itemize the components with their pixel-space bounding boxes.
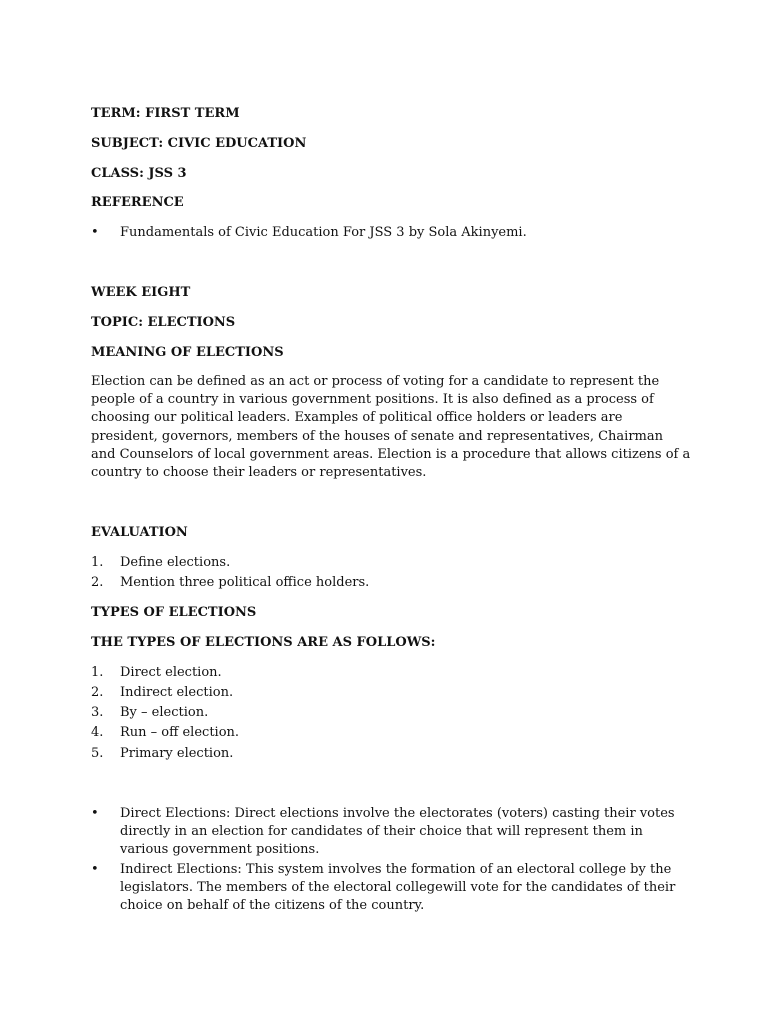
reference-heading: REFERENCE [91, 195, 184, 210]
reference-text: Fundamentals of Civic Education For JSS 3 by Sola Akinyemi. [120, 225, 527, 240]
types-heading: TYPES OF ELECTIONS [91, 605, 257, 620]
class-line: CLASS: JSS 3 [91, 166, 187, 181]
list-number: 2. [91, 685, 104, 700]
explanation-text: Direct Elections: Direct elections involve the electorates (voters) casting their votes directly in an election for candidates of their choice that will represent them in various government positions. [120, 806, 675, 858]
list-text: Mention three political office holders. [120, 575, 370, 590]
list-text: By – election. [120, 705, 209, 720]
bullet-marker: • [91, 862, 99, 877]
list-number: 1. [91, 555, 104, 570]
types-subheading: THE TYPES OF ELECTIONS ARE AS FOLLOWS: [91, 635, 436, 650]
topic-heading: TOPIC: ELECTIONS [91, 315, 236, 330]
list-number: 2. [91, 575, 104, 590]
bullet-marker: • [91, 225, 99, 240]
list-text: Run – off election. [120, 725, 240, 740]
list-number: 3. [91, 705, 104, 720]
meaning-heading: MEANING OF ELECTIONS [91, 345, 284, 360]
explanation-item [91, 805, 691, 860]
list-number: 4. [91, 725, 104, 740]
list-text: Primary election. [120, 746, 234, 761]
list-text: Direct election. [120, 665, 222, 680]
explanation-item [91, 861, 691, 916]
list-text: Indirect election. [120, 685, 234, 700]
list-text: Define elections. [120, 555, 231, 570]
evaluation-heading: EVALUATION [91, 525, 188, 540]
term-line: TERM: FIRST TERM [91, 106, 240, 121]
list-number: 5. [91, 746, 104, 761]
subject-line: SUBJECT: CIVIC EDUCATION [91, 136, 307, 151]
meaning-paragraph: Election can be defined as an act or process of voting for a candidate to represent the people of a country in various government positions. It is also defined as a process of choosing our political leaders. Examples of political office holders or leaders are president, governors, members of the houses of senate and representatives, Chairman and Counselors of local government areas. Election is a procedure that allows citizens of a country to choose their leaders or representatives. [91, 374, 691, 481]
explanation-text: Indirect Elections: This system involves the formation of an electoral college by the legislators. The members of the electoral collegewill vote for the candidates of their choice on behalf of the citizens of the country. [120, 862, 676, 914]
week-heading: WEEK EIGHT [91, 285, 191, 300]
list-number: 1. [91, 665, 104, 680]
bullet-marker: • [91, 806, 99, 821]
